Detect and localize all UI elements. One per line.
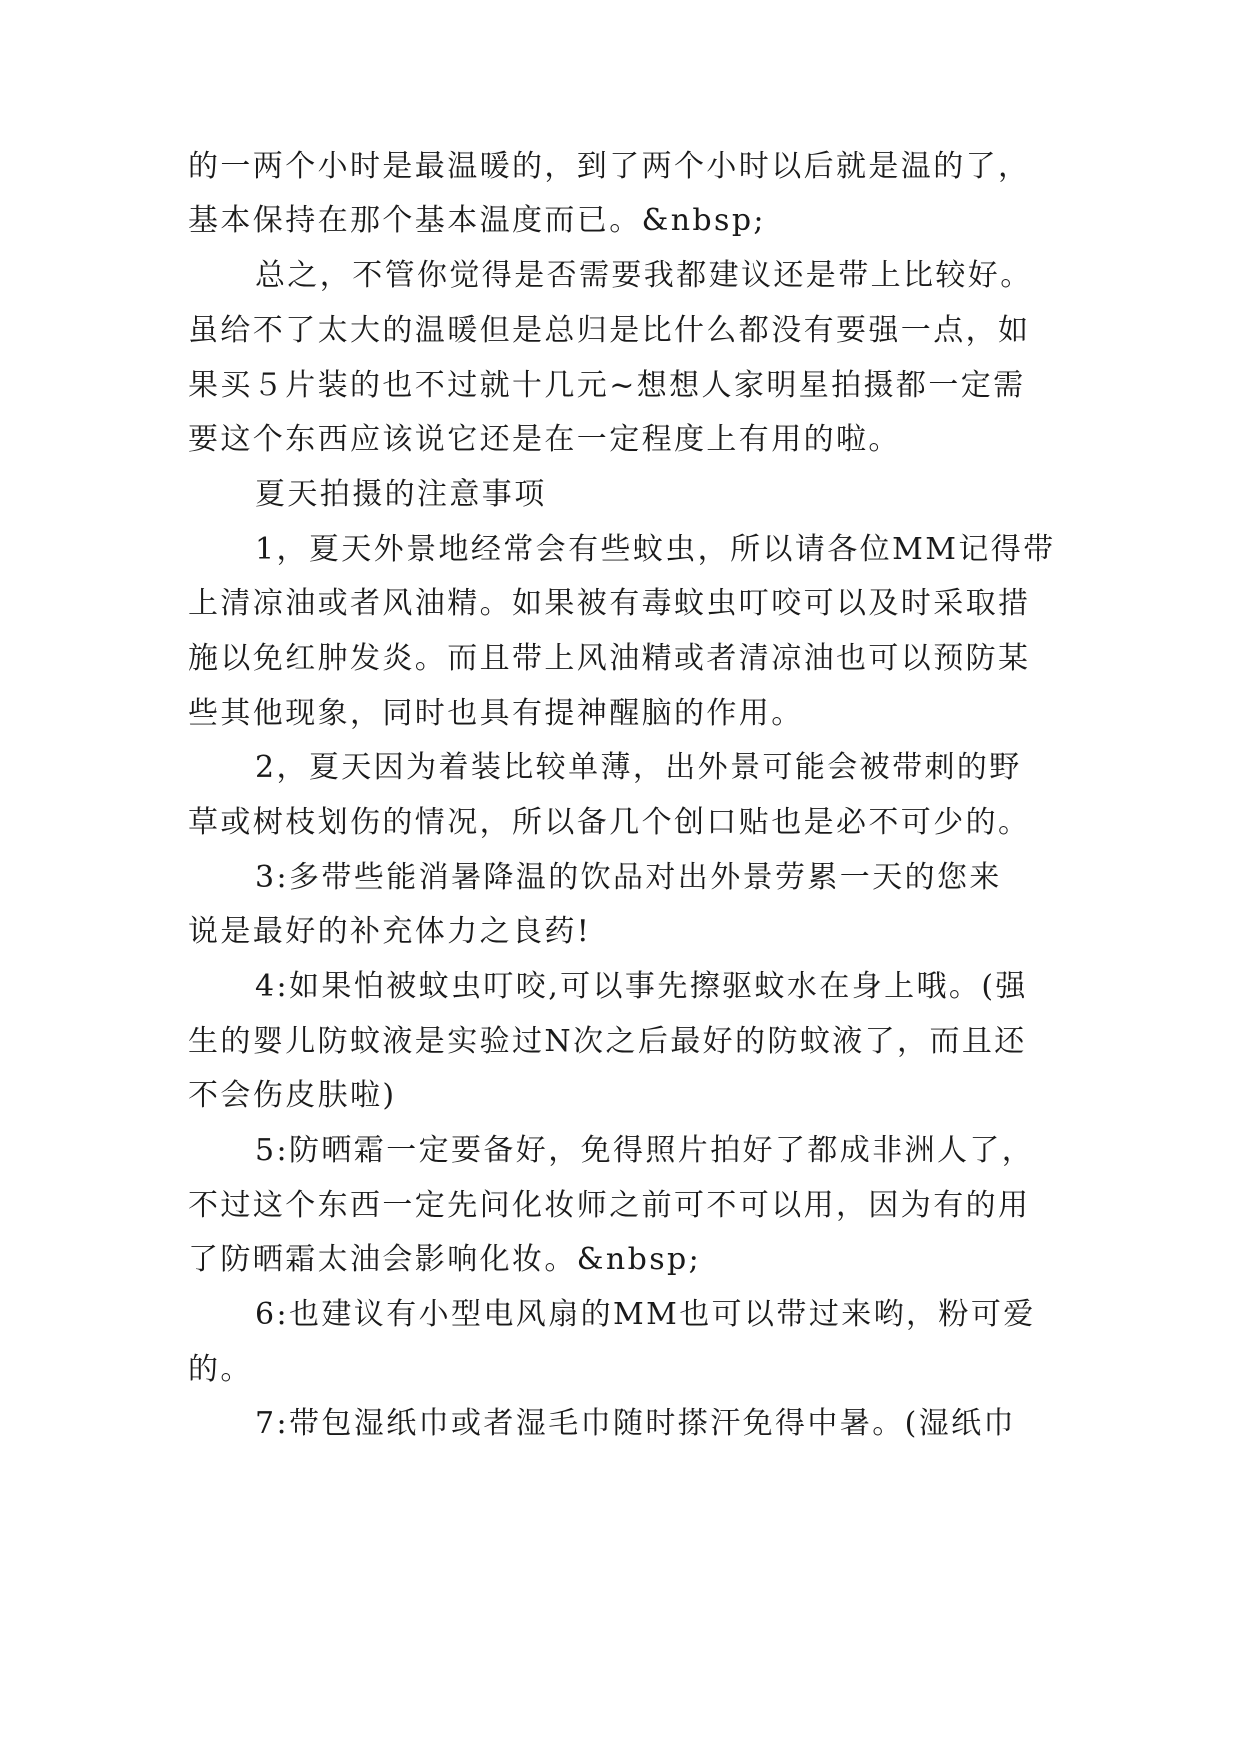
paragraph-first-line: 4:如果怕被蚊虫叮咬,可以事先擦驱蚊水在身上哦。(强 [255,969,1028,1004]
text-line: 生的婴儿防蚊液是实验过N次之后最好的防蚊液了，而且还 [188,1024,1027,1059]
text-line: 草或树枝划伤的情况，所以备几个创口贴也是必不可少的。 [188,805,1031,840]
section-heading: 夏天拍摄的注意事项 [255,477,547,512]
text-line: 上清凉油或者风油精。如果被有毒蚊虫叮咬可以及时采取措 [188,586,1031,621]
text-line: 虽给不了太大的温暖但是总归是比什么都没有要强一点，如 [188,313,1031,348]
text-line: 了防晒霜太油会影响化妆。&nbsp; [188,1242,702,1277]
paragraph-first-line: 总之，不管你觉得是否需要我都建议还是带上比较好。 [255,258,1033,293]
text-line: 施以免红肿发炎。而且带上风油精或者清凉油也可以预防某 [188,641,1031,676]
text-line: 的一两个小时是最温暖的，到了两个小时以后就是温的了， [188,149,1031,184]
text-line: 说是最好的补充体力之良药! [188,914,592,949]
paragraph-first-line: 7:带包湿纸巾或者湿毛巾随时搽汗免得中暑。(湿纸巾 [255,1406,1016,1441]
text-line: 果买５片装的也不过就十几元~想想人家明星拍摄都一定需 [188,368,1026,403]
text-line: 些其他现象，同时也具有提神醒脑的作用。 [188,696,804,731]
text-line: 不会伤皮肤啦) [188,1078,397,1113]
text-line: 不过这个东西一定先问化妆师之前可不可以用，因为有的用 [188,1188,1031,1223]
text-line: 的。 [188,1352,253,1387]
text-line: 要这个东西应该说它还是在一定程度上有用的啦。 [188,422,901,457]
paragraph-first-line: 1，夏天外景地经常会有些蚊虫，所以请各位MM记得带 [255,532,1056,567]
paragraph-first-line: 2，夏天因为着装比较单薄，出外景可能会被带刺的野 [255,750,1022,785]
paragraph-first-line: 6:也建议有小型电风扇的MM也可以带过来哟，粉可爱 [255,1297,1036,1332]
paragraph-first-line: 5:防晒霜一定要备好，免得照片拍好了都成非洲人了， [255,1133,1035,1168]
text-line: 基本保持在那个基本温度而已。&nbsp; [188,203,766,238]
paragraph-first-line: 3:多带些能消暑降温的饮品对出外景劳累一天的您来 [255,860,1002,895]
